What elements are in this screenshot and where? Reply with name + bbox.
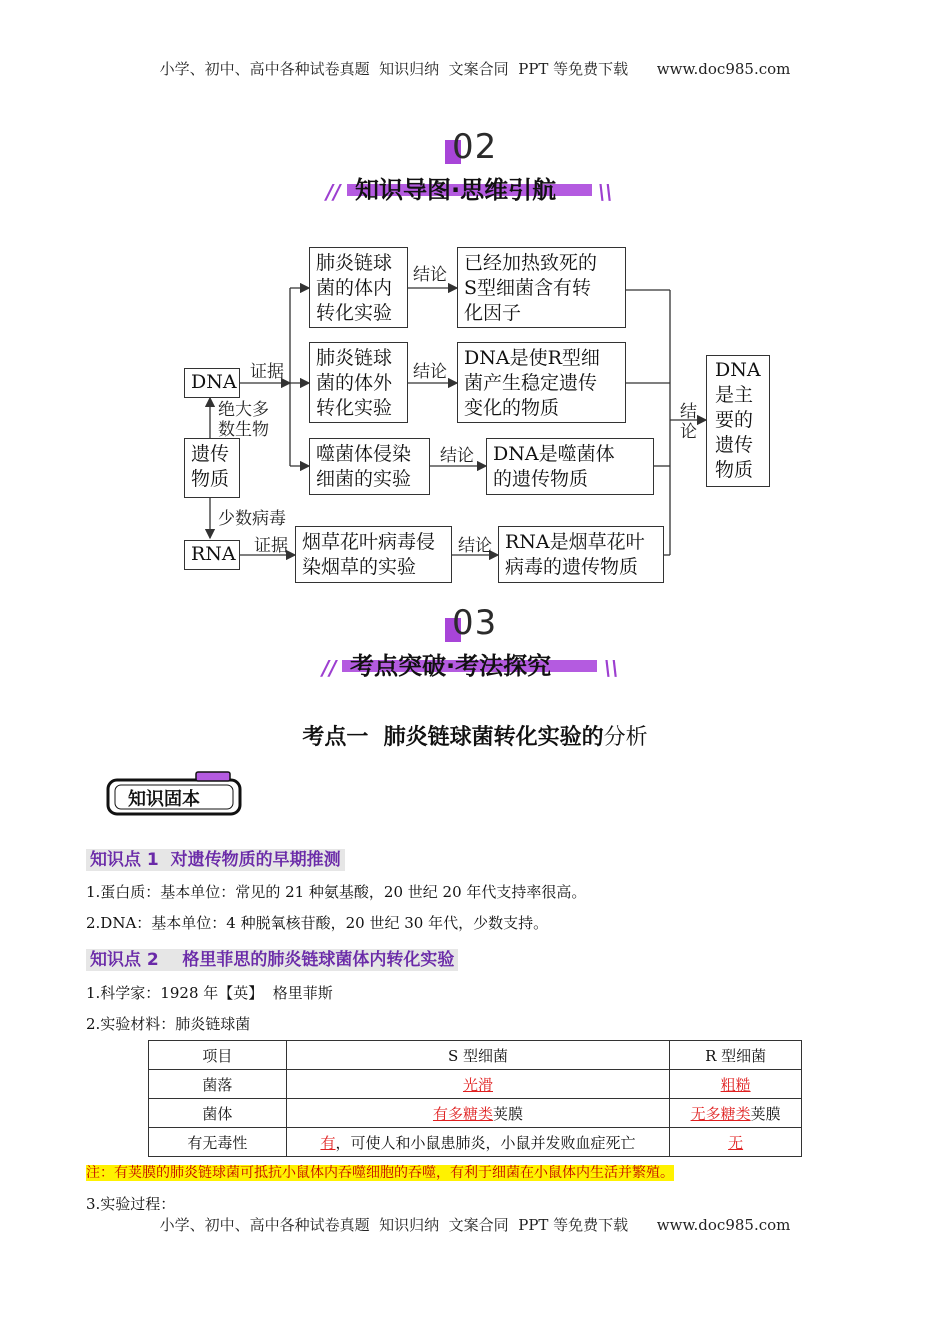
node-exp-tmv-line1: 烟草花叶病毒侵 xyxy=(302,531,436,553)
table-cell-item: 菌落 xyxy=(149,1070,287,1099)
node-exp-invivo-line1: 肺炎链球 xyxy=(316,252,393,274)
table-cell-s-rest: ，可使人和小鼠患肺炎，小鼠并发败血症死亡 xyxy=(335,1133,636,1152)
note-wrap xyxy=(86,1162,674,1182)
answer-s-colony: 光滑 xyxy=(462,1075,493,1094)
label-conclusion-final-line2: 论 xyxy=(680,422,697,442)
node-res-tmv-line1: RNA是烟草花叶 xyxy=(505,531,645,553)
node-exp-tmv xyxy=(295,526,452,583)
node-res-invitro-line3: 变化的物质 xyxy=(464,397,560,419)
table-cell-r xyxy=(670,1128,802,1157)
node-rna: RNA xyxy=(184,540,240,570)
kp1-line1: 1.蛋白质：基本单位：常见的 21 种氨基酸，20 世纪 20 年代支持率很高。 xyxy=(86,883,587,901)
badge-label: 知识固本 xyxy=(128,789,200,810)
kp2-line2: 2.实验材料：肺炎链球菌 xyxy=(86,1015,251,1033)
node-res-invivo-line2: S型细菌含有转 xyxy=(464,277,592,299)
node-genetic-material-line1: 遗传 xyxy=(191,443,230,465)
label-conclusion-4: 结论 xyxy=(458,536,492,556)
kp2-title: 知识点 2 格里菲思的肺炎链球菌体内转化实验 xyxy=(86,949,458,971)
decor-slash-left: // xyxy=(326,180,341,204)
table-row xyxy=(149,1099,802,1128)
node-final-line3: 要的 xyxy=(715,409,754,431)
section-title-mindmap: 知识导图·思维引航 xyxy=(355,176,557,204)
table-row xyxy=(149,1128,802,1157)
topic-heading xyxy=(0,720,950,751)
answer-r-colony: 粗糙 xyxy=(720,1075,751,1094)
decor-slash-right: \\ xyxy=(598,180,613,204)
node-genetic-material-line2: 物质 xyxy=(191,468,230,490)
node-final-line4: 遗传 xyxy=(715,434,754,456)
node-res-phage xyxy=(486,438,654,495)
table-header-cell: R 型细菌 xyxy=(670,1041,802,1070)
decor-slash-right-3: \\ xyxy=(604,656,619,680)
table-cell-item: 菌体 xyxy=(149,1099,287,1128)
answer-s-toxicity: 有 xyxy=(320,1133,336,1152)
table-header-row xyxy=(149,1041,802,1070)
node-res-invitro-line2: 菌产生稳定遗传 xyxy=(464,372,598,394)
node-exp-invitro-line1: 肺炎链球 xyxy=(316,347,393,369)
knowledge-badge xyxy=(108,776,243,818)
table-header-cell: S 型细菌 xyxy=(286,1041,669,1070)
label-most-organisms-line1: 绝大多 xyxy=(218,400,269,420)
node-exp-invitro-line3: 转化实验 xyxy=(316,397,393,419)
node-exp-phage-line1: 噬菌体侵染 xyxy=(316,443,412,465)
kp1-title-wrap xyxy=(86,845,345,870)
label-conclusion-2: 结论 xyxy=(413,362,447,382)
section-number-02: 02 xyxy=(452,127,498,167)
process-heading: 3.实验过程： xyxy=(86,1195,176,1213)
answer-s-body: 有多糖类 xyxy=(432,1104,493,1123)
node-exp-invitro-line2: 菌的体外 xyxy=(316,372,393,394)
node-res-invitro-line1: DNA是使R型细 xyxy=(464,347,600,369)
label-conclusion-1: 结论 xyxy=(413,265,447,285)
node-final-conclusion xyxy=(706,355,770,487)
table-header-cell: 项目 xyxy=(149,1041,287,1070)
node-res-tmv xyxy=(498,526,664,583)
node-exp-invivo-line3: 转化实验 xyxy=(316,302,393,324)
node-res-tmv-line2: 病毒的遗传物质 xyxy=(505,556,639,578)
kp2-line1: 1.科学家：1928 年【英】 格里菲斯 xyxy=(86,984,333,1002)
table-cell-r xyxy=(670,1099,802,1128)
label-few-viruses: 少数病毒 xyxy=(218,509,286,529)
node-final-line5: 物质 xyxy=(715,459,754,481)
table-cell-s-rest: 荚膜 xyxy=(492,1104,523,1123)
table-cell-s xyxy=(286,1070,669,1099)
node-exp-tmv-line2: 染烟草的实验 xyxy=(302,556,417,578)
node-res-invivo-line3: 化因子 xyxy=(464,302,522,324)
node-res-invivo-line1: 已经加热致死的 xyxy=(464,252,598,274)
section-title-topics: 考点突破·考法探究 xyxy=(350,652,552,680)
section-number-03: 03 xyxy=(452,603,498,643)
label-conclusion-final-line1: 结 xyxy=(680,402,697,422)
answer-r-body: 无多糖类 xyxy=(690,1104,751,1123)
node-genetic-material xyxy=(184,438,240,498)
label-evidence-rna: 证据 xyxy=(254,536,288,556)
page-footer: 小学、初中、高中各种试卷真题 知识归纳 文案合同 PPT 等免费下载 www.doc985.com xyxy=(159,1216,791,1234)
topic-heading-bold: 考点一 肺炎链球菌转化实验的 xyxy=(302,725,604,750)
node-res-invitro xyxy=(457,342,626,423)
table-row xyxy=(149,1070,802,1099)
kp2-title-wrap xyxy=(86,945,458,970)
node-exp-phage-line2: 细菌的实验 xyxy=(316,468,412,490)
node-final-line2: 是主 xyxy=(715,384,754,406)
node-final-line1: DNA xyxy=(715,359,761,381)
node-exp-invivo-line2: 菌的体内 xyxy=(316,277,393,299)
decor-slash-left-3: // xyxy=(322,656,337,680)
label-conclusion-3: 结论 xyxy=(440,446,474,466)
table-cell-r xyxy=(670,1070,802,1099)
table-cell-item: 有无毒性 xyxy=(149,1128,287,1157)
topic-heading-normal: 分析 xyxy=(603,725,648,750)
table-cell-s xyxy=(286,1099,669,1128)
node-res-phage-line2: 的遗传物质 xyxy=(493,468,589,490)
kp1-title: 知识点 1 对遗传物质的早期推测 xyxy=(86,849,345,871)
table-cell-s xyxy=(286,1128,669,1157)
label-conclusion-final xyxy=(680,402,697,442)
highlighted-note: 注：有荚膜的肺炎链球菌可抵抗小鼠体内吞噬细胞的吞噬，有利于细菌在小鼠体内生活并繁殖。 xyxy=(86,1165,674,1181)
node-exp-phage xyxy=(309,438,430,495)
node-res-phage-line1: DNA是噬菌体 xyxy=(493,443,615,465)
page-header: 小学、初中、高中各种试卷真题 知识归纳 文案合同 PPT 等免费下载 www.doc985.com xyxy=(159,60,791,78)
answer-r-toxicity: 无 xyxy=(728,1133,744,1152)
node-dna: DNA xyxy=(184,368,240,398)
table-cell-r-rest: 荚膜 xyxy=(750,1104,781,1123)
label-most-organisms xyxy=(218,400,269,440)
bacteria-comparison-table xyxy=(148,1040,802,1157)
node-exp-invitro xyxy=(309,342,408,423)
label-evidence-dna: 证据 xyxy=(250,362,284,382)
node-res-invivo xyxy=(457,247,626,328)
kp1-line2: 2.DNA：基本单位：4 种脱氧核苷酸，20 世纪 30 年代，少数支持。 xyxy=(86,914,549,932)
node-exp-invivo xyxy=(309,247,408,328)
label-most-organisms-line2: 数生物 xyxy=(218,420,269,440)
